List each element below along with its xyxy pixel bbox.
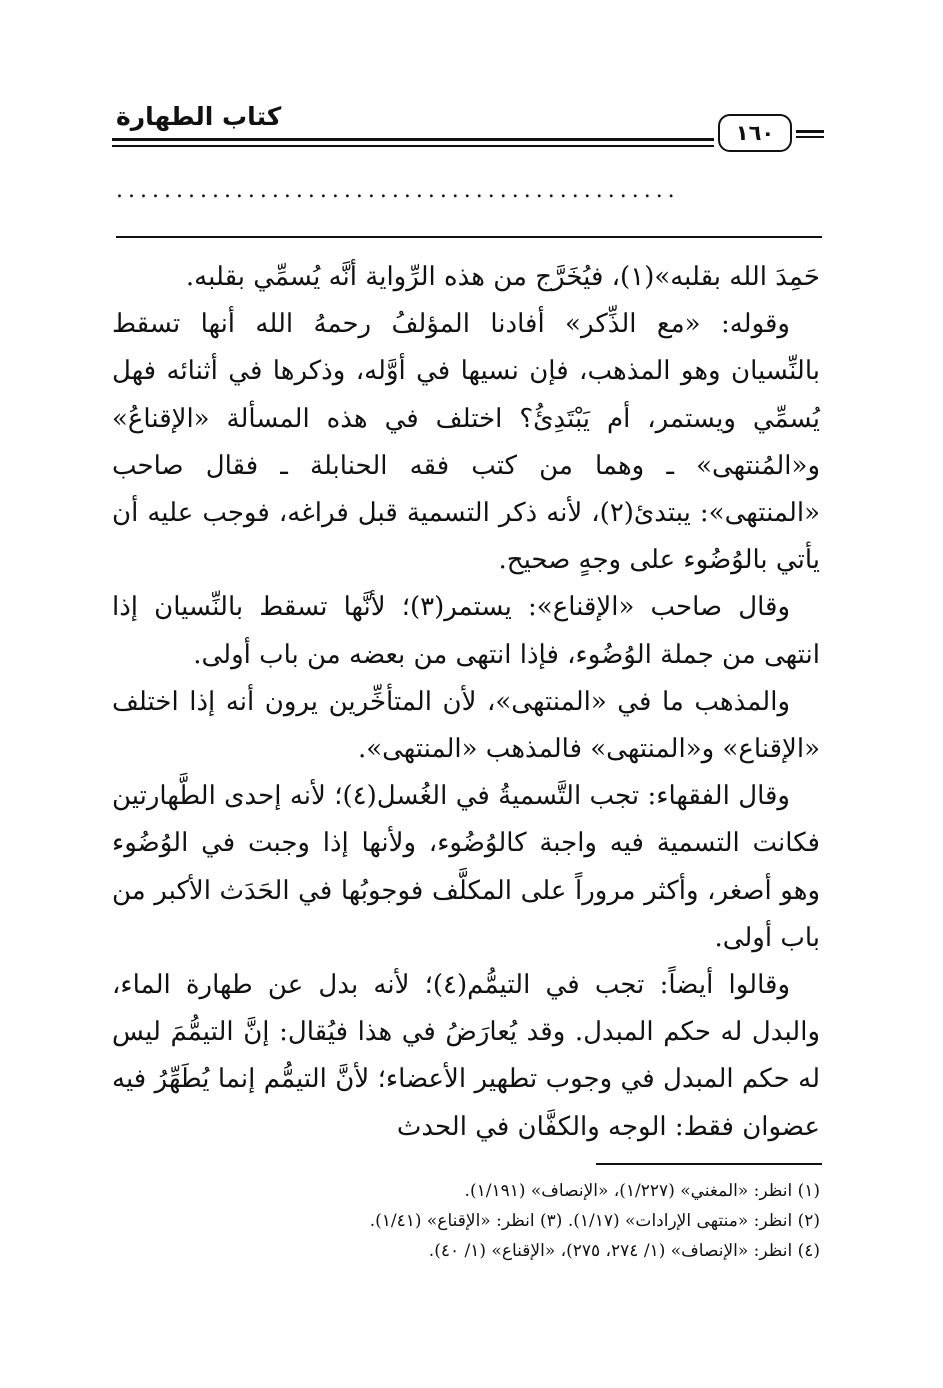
paragraph-6: وقالوا أيضاً: تجب في التيمُّم(٤)؛ لأنه بدل عن طهارة الماء، والبدل له حكم المبدل. وقد يُعارَضُ في هذا فيُقال: إنَّ التيمُّمَ ليس له حكم المبدل في وجوب تطهير الأعضاء؛ لأنَّ التيمُّم إنما يُطَهِّرُ فيه عضوان فقط: الوجه والكفَّان في الحدث: [112, 970, 820, 1142]
header-tail-thin: [796, 136, 824, 138]
paragraph-1: حَمِدَ الله بقلبه»(١)، فيُخَرَّج من هذه الرِّواية أنَّه يُسمِّي بقلبه.: [185, 262, 820, 292]
separator-dots: ...............................................: [116, 178, 680, 203]
footnote-1: (١) انظر: «المغني» (١/٢٢٧)، «الإنصاف» (١/١٩١).: [464, 1181, 820, 1201]
paragraph-5: وقال الفقهاء: تجب التَّسميةُ في الغُسل(٤)؛ لأنه إحدى الطَّهارتين فكانت التسمية فيه واجبة كالوُضُوء، ولأنها إذا وجبت في الوُضُوء وهو أصغر، وأكثر مروراً على المكلَّف فوجوبُها في الحَدَث الأكبر من باب أولى.: [112, 781, 820, 953]
body-top-rule: [116, 236, 822, 238]
running-header: [112, 96, 824, 156]
footnote-4: (٤) انظر: «الإنصاف» (١/ ٢٧٤، ٢٧٥)، «الإقناع» (١/ ٤٠).: [428, 1241, 820, 1261]
page-number: ١٦٠: [718, 114, 792, 152]
header-tail-thick: [796, 130, 824, 133]
footnotes: [112, 1176, 820, 1266]
paragraph-3: وقال صاحب «الإقناع»: يستمر(٣)؛ لأنَّها تسقط بالنِّسيان إذا انتهى من جملة الوُضُوء، فإذا انتهى من بعضه من باب أولى.: [112, 592, 820, 670]
paragraph-2: وقوله: «مع الذِّكر» أفادنا المؤلفُ رحمهُ الله أنها تسقط بالنِّسيان وهو المذهب، فإن نسيها في أوَّله، وذكرها في أثنائه فهل يُسمِّي ويستمر، أم يَبْتَدِئُ؟ اختلف في هذه المسألة «الإقناعُ» و«المُنتهى» ـ وهما من كتب فقه الحنابلة ـ فقال صاحب «المنتهى»: يبتدئ(٢)، لأنه ذكر التسمية قبل فراغه، فوجب عليه أن يأتي بالوُضُوء على وجهٍ صحيح.: [112, 309, 820, 576]
paragraph-4: والمذهب ما في «المنتهى»، لأن المتأخِّرين يرون أنه إذا اختلف «الإقناع» و«المنتهى» فالمذهب «المنتهى».: [112, 686, 820, 765]
header-rule-thin: [112, 145, 714, 147]
main-text: [112, 254, 820, 1151]
footnote-rule: [596, 1163, 822, 1165]
book-title: كتاب الطهارة: [116, 102, 282, 131]
footnote-2-3: (٢) انظر: «منتهى الإرادات» (١/١٧). (٣) انظر: «الإقناع» (١/٤١).: [369, 1211, 820, 1231]
header-rule-thick: [112, 138, 714, 141]
